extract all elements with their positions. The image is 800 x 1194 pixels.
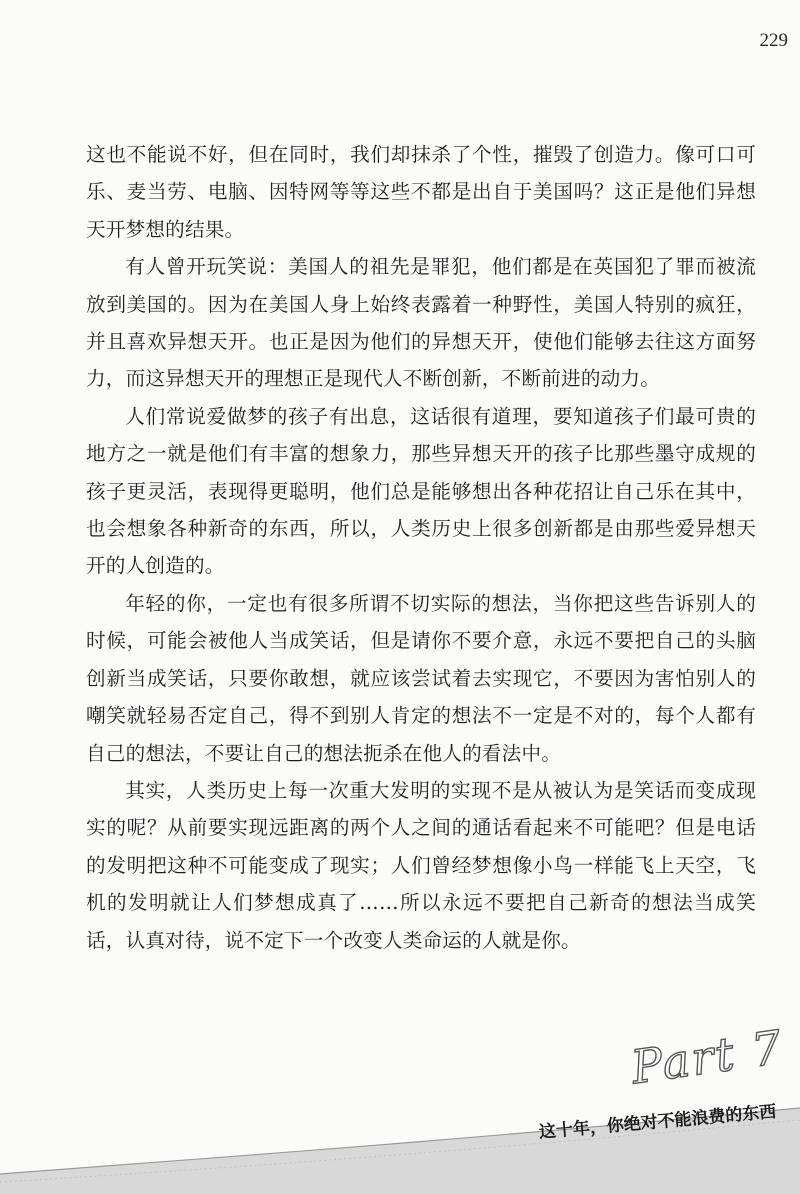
paragraph: 其实，人类历史上每一次重大发明的实现不是从被认为是笑话而变成现实的呢？从前要实现远距离的两个人之间的通话看起来不可能吧？但是电话的发明把这种不可能变成了现实；人们曾经梦想像小鸟一样能飞上天空，飞机的发明就让人们梦想成真了……所以永远不要把自己新奇的想法当成笑话，认真对待，说不定下一个改变人类命运的人就是你。 xyxy=(86,778,756,952)
paragraph: 年轻的你，一定也有很多所谓不切实际的想法，当你把这些告诉别人的时候，可能会被他人当成笑话，但是请你不要介意，永远不要把自己的头脑创新当成笑话，只要你敢想，就应该尝试着去实现它，不要因为害怕别人的嘲笑就轻易否定自己，得不到别人肯定的想法不一定是不对的，每个人都有自己的想法，不要让自己的想法扼杀在他人的看法中。 xyxy=(86,591,756,765)
page-number: 229 xyxy=(759,30,788,51)
paragraph: 有人曾开玩笑说：美国人的祖先是罪犯，他们都是在英国犯了罪而被流放到美国的。因为在美国人身上始终表露着一种野性，美国人特别的疯狂，并且喜欢异想天开。也正是因为他们的异想天开，使他们能够去往这方面努力，而这异想天开的理想正是现代人不断创新，不断前进的动力。 xyxy=(86,255,756,391)
part-label: Part 7 xyxy=(628,1019,788,1095)
paragraph: 人们常说爱做梦的孩子有出息，这话很有道理，要知道孩子们最可贵的地方之一就是他们有丰富的想象力，那些异想天开的孩子比那些墨守成规的孩子更灵活，表现得更聪明，他们总是能够想出各种花招让自己乐在其中，也会想象各种新奇的东西，所以，人类历史上很多创新都是由那些爱异想天开的人创造的。 xyxy=(86,404,756,578)
chapter-title: 这十年，你绝对不能浪费的东西 xyxy=(538,1102,778,1143)
paragraph: 这也不能说不好，但在同时，我们却抹杀了个性，摧毁了创造力。像可口可乐、麦当劳、电脑、因特网等等这些不都是出自于美国吗？这正是他们异想天开梦想的结果。 xyxy=(86,143,756,241)
body-text xyxy=(86,136,756,959)
